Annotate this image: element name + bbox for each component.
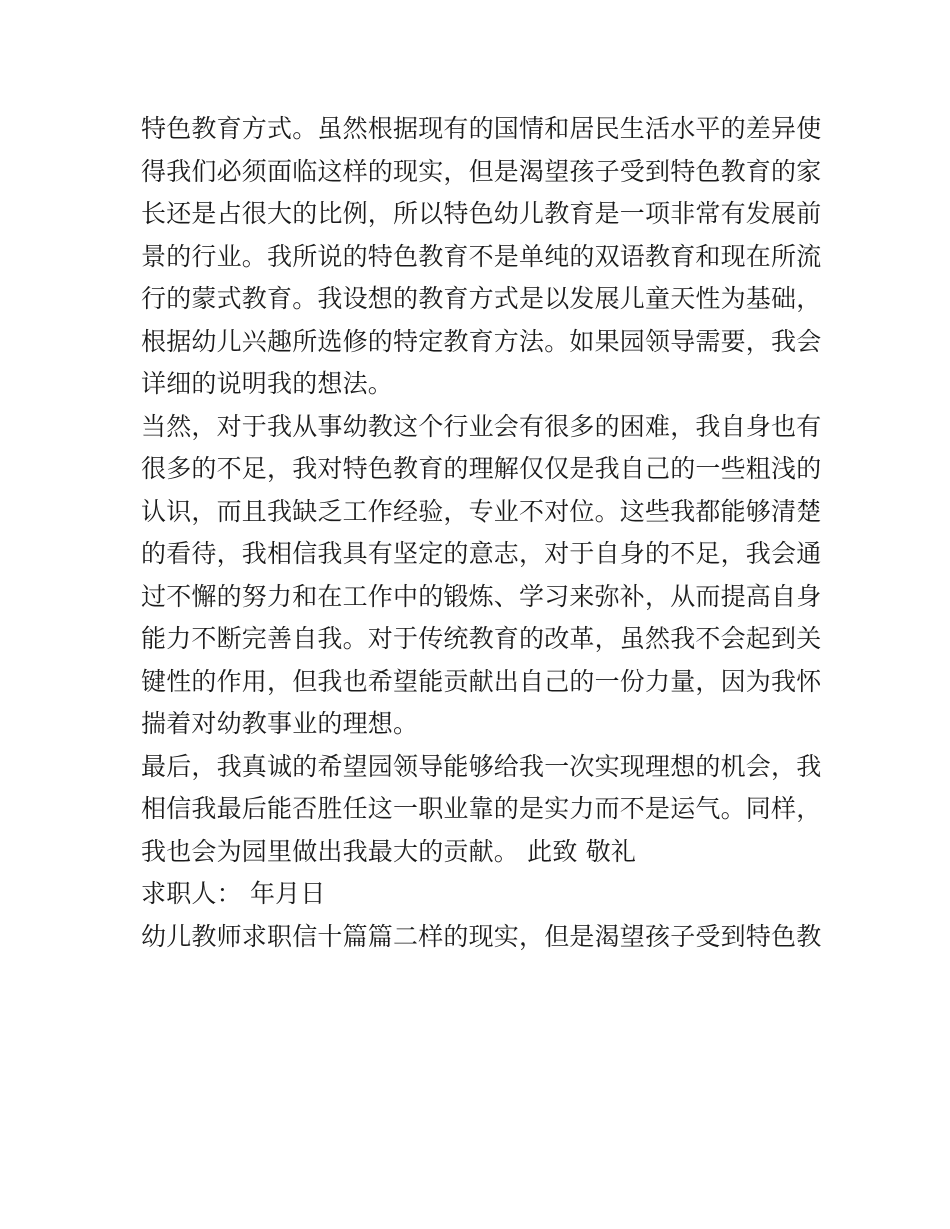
text-line: 景的行业。我所说的特色教育不是单纯的双语教育和现在所流 [141, 241, 822, 271]
text-line: 最后，我真诚的希望园领导能够给我一次实现理想的机会，我 [141, 751, 822, 781]
text-line: 得我们必须面临这样的现实，但是渴望孩子受到特色教育的家 [141, 156, 822, 186]
text-line: 特色教育方式。虽然根据现有的国情和居民生活水平的差异使 [141, 114, 822, 143]
text-line: 揣着对幼教事业的理想。 [141, 709, 419, 738]
signature-line: 求职人： 年月日 [141, 879, 326, 908]
text-line: 的看待，我相信我具有坚定的意志，对于自身的不足，我会通 [141, 539, 822, 568]
text-line: 长还是占很大的比例，所以特色幼儿教育是一项非常有发展前 [141, 199, 822, 228]
text-line: 过不懈的努力和在工作中的锻炼、学习来弥补，从而提高自身 [141, 581, 822, 611]
document-body [141, 108, 821, 958]
text-line: 当然，对于我从事幼教这个行业会有很多的困难，我自身也有 [141, 411, 822, 441]
text-line: 键性的作用，但我也希望能贡献出自己的一份力量，因为我怀 [141, 666, 822, 696]
closing-line: 我也会为园里做出我最大的贡献。 此致 敬礼 [141, 836, 637, 866]
text-line: 很多的不足，我对特色教育的理解仅仅是我自己的一些粗浅的 [141, 454, 822, 483]
text-line: 能力不断完善自我。对于传统教育的改革，虽然我不会起到关 [141, 624, 822, 653]
text-line: 幼儿教师求职信十篇篇二样的现实，但是渴望孩子受到特色教 [141, 921, 822, 951]
text-line: 认识，而且我缺乏工作经验，专业不对位。这些我都能够清楚 [141, 496, 822, 526]
text-line: 相信我最后能否胜任这一职业靠的是实力而不是运气。同样， [141, 794, 822, 823]
text-line: 根据幼儿兴趣所选修的特定教育方法。如果园领导需要，我会 [141, 326, 822, 356]
text-line: 行的蒙式教育。我设想的教育方式是以发展儿童天性为基础， [141, 284, 822, 313]
text-line: 详细的说明我的想法。 [141, 369, 394, 398]
